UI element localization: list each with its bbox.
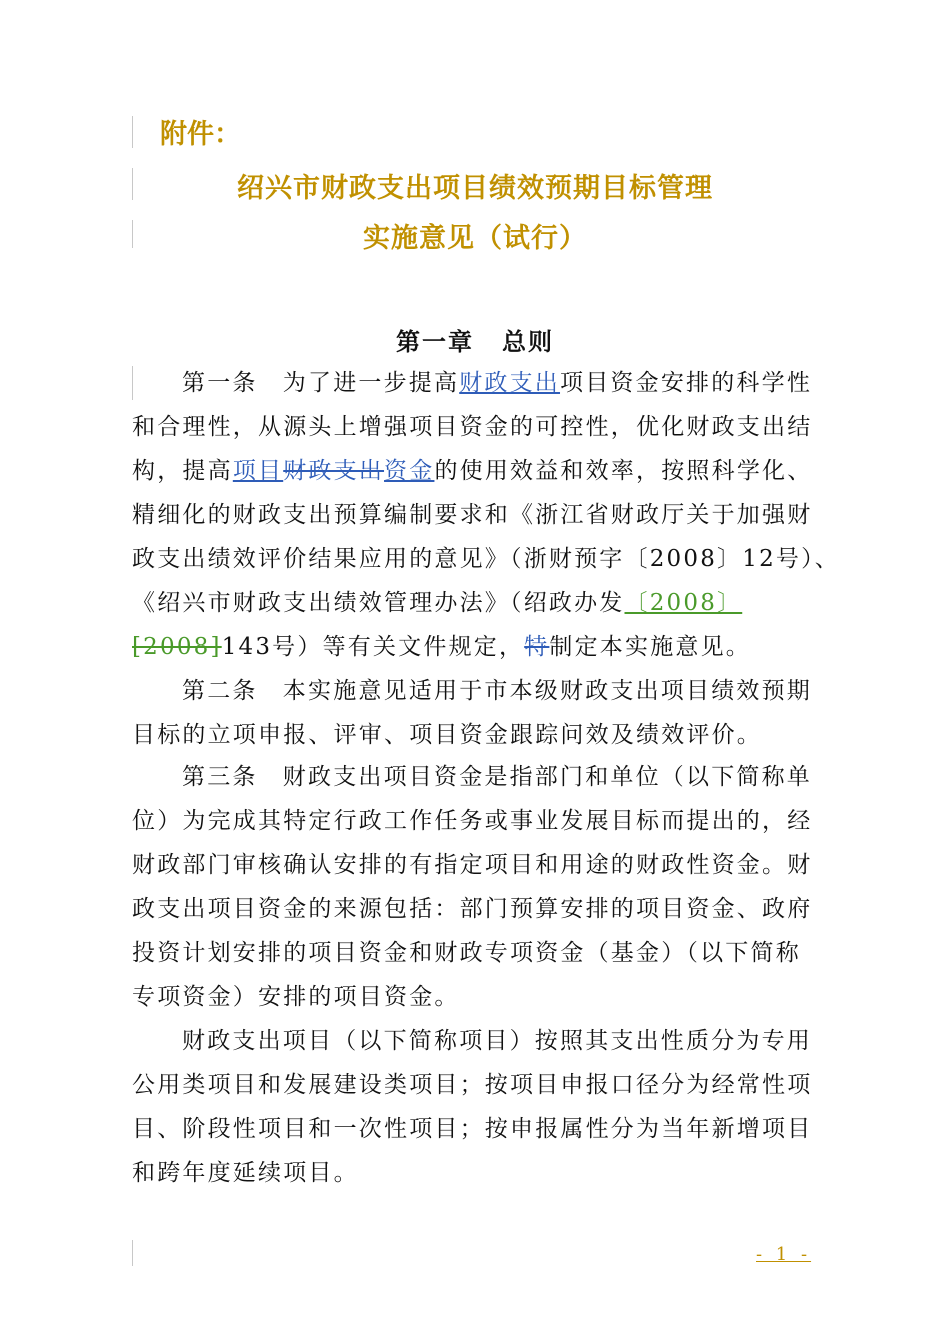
paragraph-4-line-4: 和跨年度延续项目。 bbox=[132, 1160, 359, 1186]
article-3-line-6: 专项资金）安排的项目资金。 bbox=[132, 984, 460, 1010]
page-number: - 1 - bbox=[756, 1244, 812, 1265]
chapter-name: 总则 bbox=[502, 328, 554, 356]
change-bar bbox=[132, 116, 133, 148]
deleted-text: 特 bbox=[524, 634, 550, 660]
article-3-line-2: 位）为完成其特定行政工作任务或事业发展目标而提出的，经 bbox=[132, 808, 813, 834]
article-2-line-1: 第二条 本实施意见适用于市本级财政支出项目绩效预期 bbox=[182, 678, 812, 704]
inserted-text: 〔2008〕 bbox=[624, 590, 743, 616]
document-title-line-2: 实施意见（试行） bbox=[363, 223, 587, 254]
article-1-line-1: 第一条 为了进一步提高财政支出项目资金安排的科学性 bbox=[182, 370, 813, 396]
change-bar bbox=[132, 1240, 133, 1266]
paragraph-4-line-2: 公用类项目和发展建设类项目；按项目申报口径分为经常性项 bbox=[132, 1072, 813, 1098]
article-1-line-4: 精细化的财政支出预算编制要求和《浙江省财政厅关于加强财 bbox=[132, 502, 813, 528]
inserted-text: 资金 bbox=[384, 458, 435, 484]
article-3-line-3: 财政部门审核确认安排的有指定项目和用途的财政性资金。财 bbox=[132, 852, 813, 878]
chapter-number: 第一章 bbox=[396, 328, 474, 356]
article-2-line-2: 目标的立项申报、评审、项目资金跟踪问效及绩效评价。 bbox=[132, 722, 762, 748]
change-bar bbox=[132, 366, 133, 400]
chapter-heading bbox=[0, 322, 950, 357]
document-title-line-1: 绍兴市财政支出项目绩效预期目标管理 bbox=[237, 173, 713, 204]
article-1-line-3: 构，提高项目财政支出资金的使用效益和效率，按照科学化、 bbox=[132, 458, 813, 484]
attachment-label: 附件： bbox=[160, 119, 241, 150]
article-3-line-1: 第三条 财政支出项目资金是指部门和单位（以下简称单 bbox=[182, 764, 812, 790]
article-3-line-4: 政支出项目资金的来源包括：部门预算安排的项目资金、政府 bbox=[132, 896, 813, 922]
inserted-text: 财政支出 bbox=[459, 370, 561, 396]
article-1-line-5: 政支出绩效评价结果应用的意见》（浙财预字〔2008〕12号）、 bbox=[132, 546, 840, 572]
deleted-text: [2008] bbox=[132, 634, 222, 660]
paragraph-4-line-1: 财政支出项目（以下简称项目）按照其支出性质分为专用 bbox=[182, 1028, 812, 1054]
article-1-line-7: [2008]143号）等有关文件规定，特制定本实施意见。 bbox=[132, 634, 751, 660]
article-1-line-6: 《绍兴市财政支出绩效管理办法》（绍政办发〔2008〕 bbox=[132, 590, 743, 616]
inserted-text: 项目 bbox=[232, 458, 284, 484]
article-3-line-5: 投资计划安排的项目资金和财政专项资金（基金）（以下简称 bbox=[132, 940, 801, 966]
deleted-text: 财政支出 bbox=[283, 458, 385, 484]
paragraph-4-line-3: 目、阶段性项目和一次性项目；按申报属性分为当年新增项目 bbox=[132, 1116, 813, 1142]
article-1-line-2: 和合理性，从源头上增强项目资金的可控性，优化财政支出结 bbox=[132, 414, 813, 440]
